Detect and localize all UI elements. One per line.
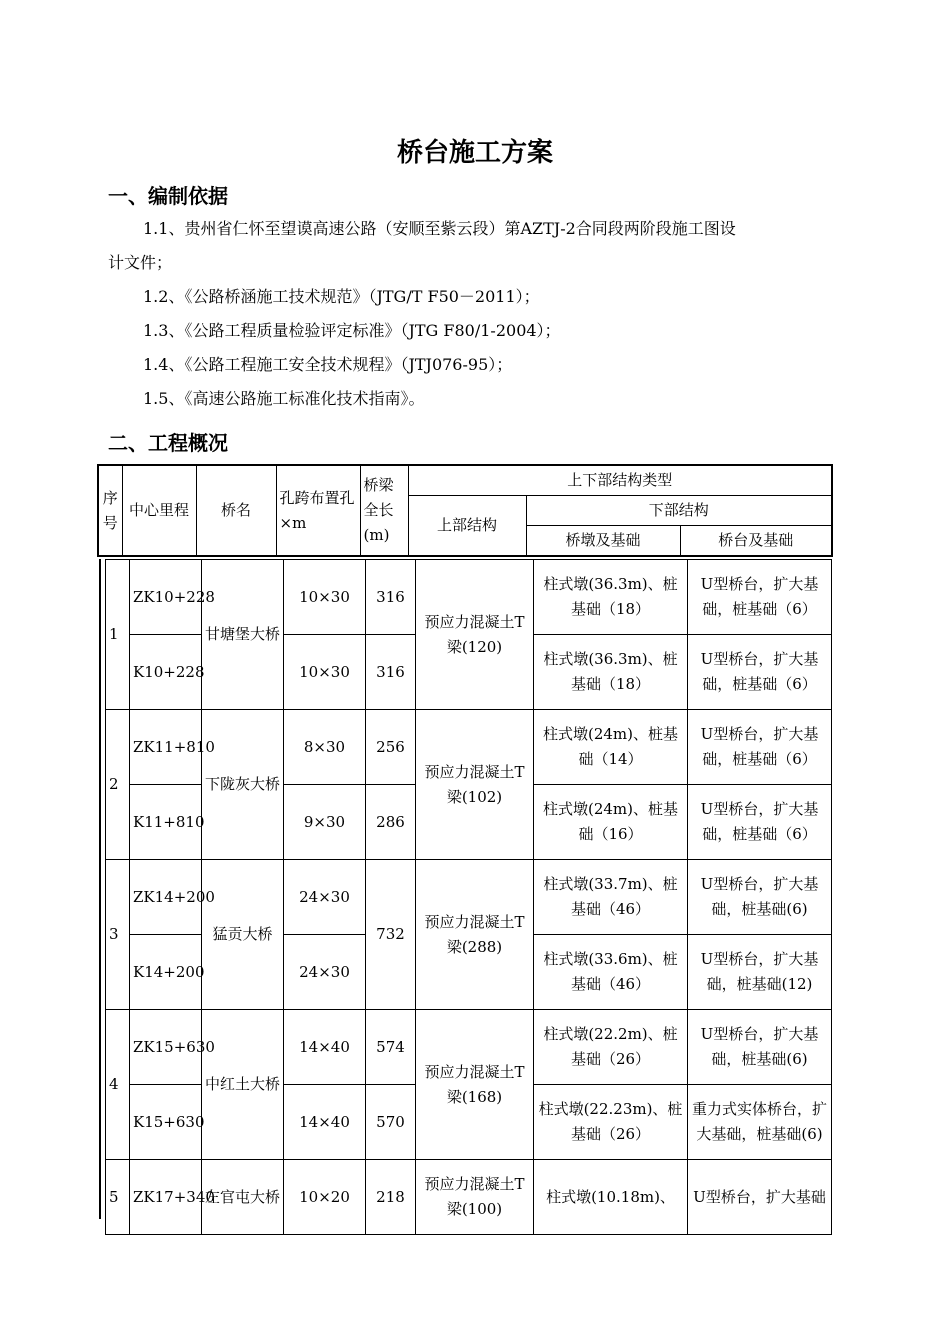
length-cell: 256 — [366, 710, 416, 785]
upper-structure-cell: 预应力混凝土T梁(100) — [416, 1160, 534, 1235]
span-cell: 24×30 — [284, 935, 366, 1010]
header-station: 中心里程 — [122, 465, 196, 556]
station-cell: ZK17+340 — [130, 1160, 202, 1235]
bridge-name-cell: 左官屯大桥 — [202, 1160, 284, 1235]
bridge-table-header — [97, 464, 833, 557]
section-heading-basis: 一、编制依据 — [108, 184, 228, 208]
length-cell: 316 — [366, 635, 416, 710]
span-cell: 8×30 — [284, 710, 366, 785]
length-cell: 574 — [366, 1010, 416, 1085]
header-structure: 上下部结构类型 — [408, 465, 832, 496]
upper-structure-cell: 预应力混凝土T梁(288) — [416, 860, 534, 1010]
pier-cell: 柱式墩(36.3m)、桩基础（18） — [534, 560, 688, 635]
bridge-name-cell: 甘塘堡大桥 — [202, 560, 284, 710]
abutment-cell: U型桥台，扩大基础，桩基础（6） — [688, 785, 832, 860]
header-length: 桥梁全长(m) — [360, 465, 408, 556]
station-cell: K10+228 — [130, 635, 202, 710]
section-heading-overview: 二、工程概况 — [108, 431, 228, 455]
seq-cell: 3 — [106, 860, 130, 1010]
pier-cell: 柱式墩(22.2m)、桩基础（26） — [534, 1010, 688, 1085]
length-cell: 570 — [366, 1085, 416, 1160]
basis-item: 1.3、《公路工程质量检验评定标准》（JTG F80/1-2004）； — [143, 321, 561, 340]
pier-cell: 柱式墩(24m)、桩基础（16） — [534, 785, 688, 860]
span-cell: 14×40 — [284, 1010, 366, 1085]
span-cell: 24×30 — [284, 860, 366, 935]
upper-structure-cell: 预应力混凝土T梁(120) — [416, 560, 534, 710]
header-lower: 下部结构 — [526, 496, 832, 526]
span-cell: 14×40 — [284, 1085, 366, 1160]
pier-cell: 柱式墩(36.3m)、桩基础（18） — [534, 635, 688, 710]
station-cell: ZK10+228 — [130, 560, 202, 635]
basis-item-cont: 计文件； — [108, 253, 173, 272]
station-cell: ZK15+630 — [130, 1010, 202, 1085]
table-left-border — [99, 559, 101, 1219]
abutment-cell: U型桥台，扩大基础，桩基础（6） — [688, 560, 832, 635]
seq-cell: 1 — [106, 560, 130, 710]
abutment-cell: U型桥台，扩大基础 — [688, 1160, 832, 1235]
header-upper: 上部结构 — [408, 496, 526, 557]
pier-cell: 柱式墩(24m)、桩基础（14） — [534, 710, 688, 785]
pier-cell: 柱式墩(33.7m)、桩基础（46） — [534, 860, 688, 935]
seq-cell: 5 — [106, 1160, 130, 1235]
upper-structure-cell: 预应力混凝土T梁(168) — [416, 1010, 534, 1160]
bridge-table-body — [105, 559, 832, 1235]
span-cell: 10×20 — [284, 1160, 366, 1235]
station-cell: ZK14+200 — [130, 860, 202, 935]
length-cell: 286 — [366, 785, 416, 860]
span-cell: 10×30 — [284, 560, 366, 635]
span-cell: 9×30 — [284, 785, 366, 860]
pier-cell: 柱式墩(33.6m)、桩基础（46） — [534, 935, 688, 1010]
header-span: 孔跨布置孔×m — [276, 465, 360, 556]
abutment-cell: U型桥台，扩大基础，桩基础（6） — [688, 635, 832, 710]
basis-item: 1.1、贵州省仁怀至望谟高速公路（安顺至紫云段）第AZTJ-2合同段两阶段施工图设 — [143, 219, 736, 238]
bridge-name-cell: 下陇灰大桥 — [202, 710, 284, 860]
document-title: 桥台施工方案 — [396, 138, 553, 168]
table-row — [106, 710, 832, 785]
abutment-cell: U型桥台，扩大基础，桩基础(6) — [688, 860, 832, 935]
abutment-cell: U型桥台，扩大基础，桩基础(6) — [688, 1010, 832, 1085]
abutment-cell: U型桥台，扩大基础，桩基础(12) — [688, 935, 832, 1010]
seq-cell: 2 — [106, 710, 130, 860]
basis-item: 1.4、《公路工程施工安全技术规程》（JTJ076-95）； — [143, 355, 513, 374]
basis-item: 1.5、《高速公路施工标准化技术指南》。 — [143, 389, 425, 408]
header-name: 桥名 — [196, 465, 276, 556]
basis-item: 1.2、《公路桥涵施工技术规范》（JTG/T F50－2011）； — [143, 287, 540, 306]
bridge-name-cell: 猛贡大桥 — [202, 860, 284, 1010]
length-cell: 732 — [366, 860, 416, 1010]
span-cell: 10×30 — [284, 635, 366, 710]
table-row — [106, 1160, 832, 1235]
header-abutment: 桥台及基础 — [680, 526, 832, 557]
seq-cell: 4 — [106, 1010, 130, 1160]
pier-cell: 柱式墩(22.23m)、桩基础（26） — [534, 1085, 688, 1160]
pier-cell: 柱式墩(10.18m)、 — [534, 1160, 688, 1235]
station-cell: ZK11+810 — [130, 710, 202, 785]
table-row — [106, 860, 832, 935]
abutment-cell: 重力式实体桥台，扩大基础，桩基础(6) — [688, 1085, 832, 1160]
bridge-name-cell: 中红土大桥 — [202, 1010, 284, 1160]
abutment-cell: U型桥台，扩大基础，桩基础（6） — [688, 710, 832, 785]
table-row — [106, 560, 832, 635]
basis-list — [108, 212, 848, 416]
table-row — [106, 1010, 832, 1085]
header-seq: 序号 — [98, 465, 122, 556]
length-cell: 316 — [366, 560, 416, 635]
station-cell: K11+810 — [130, 785, 202, 860]
station-cell: K15+630 — [130, 1085, 202, 1160]
header-pier: 桥墩及基础 — [526, 526, 680, 557]
length-cell: 218 — [366, 1160, 416, 1235]
station-cell: K14+200 — [130, 935, 202, 1010]
upper-structure-cell: 预应力混凝土T梁(102) — [416, 710, 534, 860]
